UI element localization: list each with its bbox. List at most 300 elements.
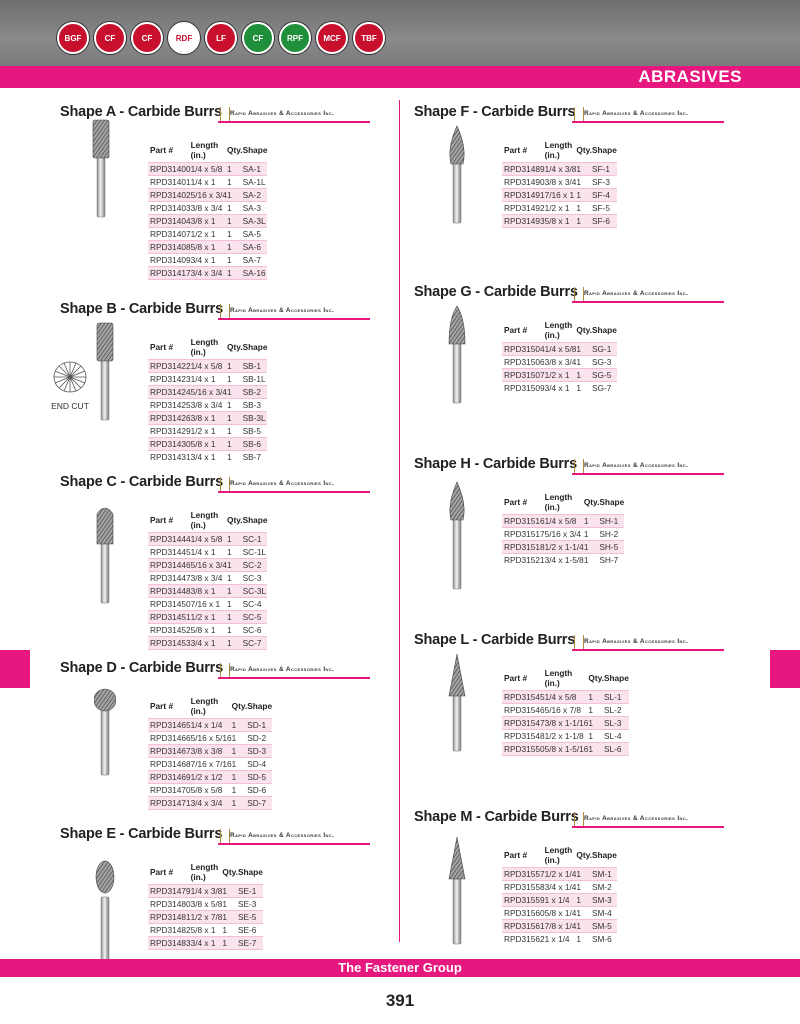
part-number: RPD31546 bbox=[504, 705, 545, 715]
brand-logo: Rapid Abrasives & Accessories Inc. bbox=[572, 462, 688, 476]
table-row bbox=[148, 360, 267, 373]
length: 3/4 x 3/4 bbox=[191, 797, 232, 810]
column-header: Qty. bbox=[231, 701, 248, 711]
column-header: Shape bbox=[603, 673, 629, 683]
shape-code: SG-3 bbox=[591, 357, 612, 367]
length: 5/8 x 1/4 bbox=[544, 908, 577, 918]
length: 1/2 x 1-1/4 bbox=[544, 542, 584, 552]
length: 5/8 x 1 bbox=[190, 925, 216, 935]
column-header: Shape bbox=[599, 497, 625, 507]
quantity: 1 bbox=[232, 745, 248, 758]
column-header: Qty. bbox=[227, 515, 243, 525]
length: 1/4 x 5/8 bbox=[545, 515, 584, 528]
shape-code: SB-1 bbox=[243, 360, 268, 373]
rpf-logo bbox=[279, 22, 311, 54]
quantity: 1 bbox=[231, 733, 237, 743]
table-row bbox=[502, 691, 629, 704]
column-header: Length (in.) bbox=[544, 668, 573, 688]
table-row bbox=[148, 241, 267, 254]
shape-code: SH-1 bbox=[599, 515, 624, 528]
part-number: RPD31493 bbox=[504, 216, 545, 226]
table-row bbox=[148, 911, 263, 924]
quantity: 1 bbox=[227, 625, 232, 635]
shape-code: SD-5 bbox=[247, 771, 272, 784]
table-header-row bbox=[148, 337, 267, 360]
section-title: Shape A - Carbide Burrs bbox=[60, 104, 222, 120]
shape-code: SF-1 bbox=[592, 163, 617, 176]
table-row bbox=[502, 189, 617, 202]
cf-logo-1 bbox=[94, 22, 126, 54]
table-row bbox=[148, 533, 267, 546]
quantity: 1 bbox=[584, 515, 600, 528]
table-row bbox=[502, 933, 617, 946]
quantity: 1 bbox=[576, 189, 592, 202]
length: 3/8 x 5/8 bbox=[190, 899, 223, 909]
table-row bbox=[502, 515, 624, 528]
length: 1/4 x 1 bbox=[190, 177, 216, 187]
table-row bbox=[148, 163, 267, 176]
table-row bbox=[148, 572, 267, 585]
table-row bbox=[148, 412, 267, 425]
quantity: 1 bbox=[227, 599, 232, 609]
table-row bbox=[148, 254, 267, 267]
parts-table bbox=[502, 845, 617, 946]
brand-logo: Rapid Abrasives & Accessories Inc. bbox=[572, 638, 688, 652]
end-cut-icon bbox=[50, 360, 90, 394]
parts-table bbox=[148, 862, 263, 950]
rdf-logo bbox=[168, 22, 200, 54]
quantity: 1 bbox=[227, 163, 243, 176]
part-number: RPD31417 bbox=[150, 268, 191, 278]
length: 1/2 x 1 bbox=[190, 426, 216, 436]
quantity: 1 bbox=[576, 215, 592, 228]
column-header: Length (in.) bbox=[190, 510, 219, 530]
shape-code: SM-1 bbox=[592, 868, 617, 881]
carbide-burr-image bbox=[94, 686, 116, 781]
table-row bbox=[148, 373, 267, 386]
column-header: Part # bbox=[504, 673, 528, 683]
table-row bbox=[502, 369, 617, 382]
table-row bbox=[148, 425, 267, 438]
part-number: RPD31430 bbox=[150, 439, 191, 449]
quantity: 1 bbox=[227, 400, 232, 410]
quantity: 1 bbox=[231, 759, 237, 769]
length: 1/2 x 7/8 bbox=[190, 912, 223, 922]
shape-code: SE-7 bbox=[238, 937, 263, 950]
length: 3/8 x 1 bbox=[191, 215, 227, 228]
length: 3/4 x 1/4 bbox=[544, 882, 577, 892]
column-header: Part # bbox=[150, 145, 174, 155]
part-number: RPD31467 bbox=[150, 746, 191, 756]
quantity: 1 bbox=[227, 386, 243, 399]
shape-code: SE-6 bbox=[237, 925, 257, 935]
table-row bbox=[148, 585, 267, 598]
length: 3/8 x 1 bbox=[191, 585, 227, 598]
quantity: 1 bbox=[227, 547, 232, 557]
part-number: RPD31545 bbox=[504, 692, 545, 702]
length: 1 x 1/4 bbox=[544, 934, 570, 945]
part-number: RPD31409 bbox=[150, 255, 191, 265]
table-header-row bbox=[502, 140, 617, 163]
column-header: Shape bbox=[591, 850, 617, 860]
table-row bbox=[148, 202, 267, 215]
table-row bbox=[148, 189, 267, 202]
carbide-burr-image bbox=[446, 480, 468, 595]
shape-code: SB-3 bbox=[242, 400, 262, 410]
length: 3/8 x 1-1/16 bbox=[544, 718, 589, 728]
quantity: 1 bbox=[227, 452, 232, 463]
part-number: RPD31561 bbox=[504, 921, 545, 931]
quantity: 1 bbox=[576, 920, 592, 933]
quantity: 1 bbox=[222, 937, 238, 950]
part-number: RPD31450 bbox=[150, 599, 191, 609]
quantity: 1 bbox=[588, 743, 604, 756]
shape-code: SL-6 bbox=[604, 743, 629, 756]
column-header: Qty. bbox=[588, 673, 604, 683]
shape-code: SM-3 bbox=[592, 894, 617, 907]
part-number: RPD31429 bbox=[150, 426, 191, 436]
carbide-burr-image bbox=[446, 124, 468, 229]
quantity: 1 bbox=[576, 868, 592, 881]
table-row bbox=[502, 202, 617, 215]
part-number: RPD31426 bbox=[150, 413, 191, 423]
section-title: Shape D - Carbide Burrs bbox=[60, 660, 223, 676]
column-header: Shape bbox=[237, 867, 263, 877]
part-number: RPD31403 bbox=[150, 203, 191, 213]
part-number: RPD31521 bbox=[504, 555, 545, 566]
brand-logo: Rapid Abrasives & Accessories Inc. bbox=[218, 307, 334, 321]
table-row bbox=[148, 598, 267, 611]
end-cut-illustration bbox=[40, 360, 100, 411]
shape-code: SC-3 bbox=[242, 573, 262, 583]
quantity: 1 bbox=[583, 529, 589, 539]
section-title: Shape B - Carbide Burrs bbox=[60, 301, 223, 317]
quantity: 1 bbox=[576, 383, 582, 394]
brand-logo: Rapid Abrasives & Accessories Inc. bbox=[572, 110, 688, 124]
length: 3/4 x 1 bbox=[190, 452, 216, 463]
shape-code: SH-2 bbox=[599, 529, 619, 539]
quantity: 1 bbox=[227, 533, 243, 546]
length: 7/16 x 1 bbox=[190, 599, 221, 609]
length: 3/8 x 3/4 bbox=[190, 400, 223, 410]
shape-code: SM-5 bbox=[592, 920, 617, 933]
shape-code: SB-3L bbox=[242, 413, 266, 423]
table-header-row bbox=[502, 668, 629, 691]
part-number: RPD31489 bbox=[504, 164, 545, 174]
part-number: RPD31560 bbox=[504, 908, 545, 918]
part-number: RPD31424 bbox=[150, 387, 191, 397]
quantity: 1 bbox=[576, 177, 582, 187]
part-number: RPD31465 bbox=[150, 720, 191, 730]
column-header: Part # bbox=[150, 515, 174, 525]
part-number: RPD31400 bbox=[150, 164, 191, 174]
cf-logo-2-text: CF bbox=[141, 33, 153, 43]
part-number: RPD31516 bbox=[504, 516, 545, 526]
parts-table bbox=[502, 320, 617, 395]
footer-bar bbox=[0, 959, 800, 977]
side-tab-right bbox=[770, 650, 800, 688]
shape-code: SC-6 bbox=[242, 625, 262, 635]
parts-table bbox=[148, 337, 267, 464]
quantity: 1 bbox=[588, 717, 604, 730]
shape-code: SG-7 bbox=[591, 383, 612, 394]
length: 3/4 x 3/4 bbox=[191, 267, 227, 280]
part-number: RPD31466 bbox=[150, 733, 191, 743]
quantity: 1 bbox=[227, 412, 243, 425]
table-row bbox=[148, 546, 267, 559]
quantity: 1 bbox=[222, 925, 228, 935]
length: 3/8 x 1 bbox=[191, 412, 227, 425]
part-number: RPD31471 bbox=[150, 798, 191, 808]
part-number: RPD31448 bbox=[150, 586, 191, 596]
cf-logo-2 bbox=[131, 22, 163, 54]
shape-code: SC-1L bbox=[242, 547, 267, 557]
shape-code: SA-6 bbox=[243, 241, 268, 254]
length: 1/2 x 1 bbox=[191, 611, 227, 624]
length: 3/4 x 1 bbox=[544, 383, 570, 394]
side-tab-left bbox=[0, 650, 30, 688]
column-header: Part # bbox=[504, 850, 528, 860]
category-title: ABRASIVES bbox=[638, 67, 742, 86]
quantity: 1 bbox=[227, 438, 243, 451]
table-row bbox=[502, 704, 629, 717]
quantity: 1 bbox=[227, 360, 243, 373]
table-row bbox=[502, 356, 617, 369]
quantity: 1 bbox=[576, 934, 582, 945]
length: 1/4 x 5/8 bbox=[191, 533, 227, 546]
length: 5/16 x 7/8 bbox=[544, 705, 582, 715]
section-title: Shape C - Carbide Burrs bbox=[60, 474, 223, 490]
length: 5/8 x 1 bbox=[191, 438, 227, 451]
mcf-logo-text: MCF bbox=[323, 33, 341, 43]
quantity: 1 bbox=[583, 555, 589, 566]
length: 5/16 x 3/4 bbox=[190, 387, 228, 397]
table-row bbox=[502, 163, 617, 176]
length: 5/16 x 3/4 bbox=[190, 560, 228, 570]
table-row bbox=[148, 937, 263, 950]
column-header: Length (in.) bbox=[190, 337, 219, 357]
length: 1/4 x 5/8 bbox=[545, 691, 589, 704]
part-number: RPD31504 bbox=[504, 344, 545, 354]
rdf-logo-text: RDF bbox=[175, 33, 193, 43]
shape-code: SD-3 bbox=[247, 745, 272, 758]
length: 1 x 1/4 bbox=[545, 894, 577, 907]
column-header: Part # bbox=[504, 497, 528, 507]
quantity: 1 bbox=[227, 267, 243, 280]
part-number: RPD31490 bbox=[504, 177, 545, 187]
rpf-logo-text: RPF bbox=[287, 33, 303, 43]
column-header: Shape bbox=[591, 325, 617, 335]
table-row bbox=[148, 559, 267, 572]
table-row bbox=[148, 745, 272, 758]
column-header: Qty. bbox=[583, 497, 600, 507]
quantity: 1 bbox=[227, 215, 243, 228]
parts-table bbox=[502, 492, 624, 567]
brand-logo: Rapid Abrasives & Accessories Inc. bbox=[572, 815, 688, 829]
column-header: Part # bbox=[150, 342, 174, 352]
column-header: Length (in.) bbox=[544, 320, 573, 340]
shape-code: SA-3L bbox=[242, 216, 266, 226]
quantity: 1 bbox=[227, 559, 243, 572]
brand-logo: Rapid Abrasives & Accessories Inc. bbox=[218, 480, 334, 494]
table-row bbox=[148, 399, 267, 412]
quantity: 1 bbox=[576, 357, 582, 367]
quantity: 1 bbox=[227, 229, 232, 239]
length: 1/4 x 1 bbox=[190, 547, 216, 557]
table-row bbox=[148, 624, 267, 637]
quantity: 1 bbox=[227, 374, 232, 384]
length: 1/2 x 1 bbox=[545, 369, 577, 382]
part-number: RPD31559 bbox=[504, 895, 545, 905]
end-cut-label: END CUT bbox=[51, 401, 89, 411]
bgf-logo-text: BGF bbox=[64, 33, 82, 43]
shape-code: SH-5 bbox=[599, 541, 624, 554]
quantity: 1 bbox=[227, 189, 243, 202]
table-row bbox=[502, 868, 617, 881]
shape-code: SF-4 bbox=[592, 189, 617, 202]
parts-table bbox=[148, 140, 267, 280]
table-row bbox=[502, 717, 629, 730]
shape-code: SA-3 bbox=[242, 203, 262, 213]
length: 3/4 x 1 bbox=[191, 937, 223, 950]
shape-code: SA-5 bbox=[242, 229, 262, 239]
column-header: Length (in.) bbox=[190, 696, 219, 716]
shape-code: SB-2 bbox=[243, 386, 268, 399]
column-header: Qty. bbox=[222, 867, 238, 877]
part-number: RPD31468 bbox=[150, 759, 191, 769]
length: 1/4 x 5/8 bbox=[191, 163, 227, 176]
length: 7/16 x 1 bbox=[545, 189, 577, 202]
category-bar bbox=[0, 66, 800, 88]
table-row bbox=[502, 730, 629, 743]
length: 3/8 x 3/4 bbox=[190, 203, 223, 213]
table-row bbox=[502, 554, 624, 567]
quantity: 1 bbox=[588, 705, 594, 715]
table-row bbox=[148, 386, 267, 399]
column-header: Part # bbox=[504, 145, 528, 155]
table-row bbox=[148, 924, 263, 937]
length: 3/8 x 3/8 bbox=[191, 745, 232, 758]
column-header: Shape bbox=[247, 701, 273, 711]
quantity: 1 bbox=[222, 899, 228, 909]
shape-code: SC-5 bbox=[243, 611, 268, 624]
part-number: RPD31453 bbox=[150, 638, 191, 648]
part-number: RPD31507 bbox=[504, 370, 545, 380]
quantity: 1 bbox=[227, 203, 232, 213]
cf-logo-1-text: CF bbox=[104, 33, 116, 43]
column-header: Shape bbox=[242, 145, 268, 155]
table-row bbox=[148, 758, 272, 771]
brand-logos bbox=[57, 22, 385, 54]
part-number: RPD31451 bbox=[150, 612, 191, 622]
length: 5/16 x 3/4 bbox=[544, 529, 582, 539]
shape-code: SC-1 bbox=[243, 533, 268, 546]
part-number: RPD31481 bbox=[150, 912, 191, 922]
carbide-burr-image bbox=[446, 652, 468, 757]
section-title: Shape H - Carbide Burrs bbox=[414, 456, 577, 472]
column-header: Part # bbox=[150, 867, 174, 877]
table-row bbox=[502, 881, 617, 894]
quantity: 1 bbox=[227, 255, 232, 265]
quantity: 1 bbox=[584, 541, 600, 554]
part-number: RPD31402 bbox=[150, 190, 191, 200]
shape-code: SB-5 bbox=[242, 426, 262, 436]
part-number: RPD31558 bbox=[504, 882, 545, 892]
table-row bbox=[148, 771, 272, 784]
shape-code: SC-7 bbox=[243, 637, 268, 650]
table-row bbox=[148, 637, 267, 650]
quantity: 1 bbox=[588, 731, 594, 741]
shape-code: SH-7 bbox=[599, 555, 619, 566]
tbf-logo-text: TBF bbox=[361, 33, 377, 43]
section-title: Shape L - Carbide Burrs bbox=[414, 632, 576, 648]
quantity: 1 bbox=[227, 637, 243, 650]
length: 3/4 x 1 bbox=[191, 637, 227, 650]
part-number: RPD31469 bbox=[150, 772, 191, 782]
shape-code: SL-3 bbox=[604, 717, 629, 730]
length: 5/8 x 1 bbox=[191, 241, 227, 254]
length: 3/8 x 3/4 bbox=[544, 177, 577, 187]
table-row bbox=[148, 267, 267, 280]
column-header: Part # bbox=[150, 701, 174, 711]
brand-logo: Rapid Abrasives & Accessories Inc. bbox=[572, 290, 688, 304]
shape-code: SL-1 bbox=[604, 691, 629, 704]
length: 5/8 x 1 bbox=[545, 215, 577, 228]
length: 5/8 x 5/8 bbox=[190, 785, 223, 795]
length: 3/4 x 1 bbox=[190, 255, 216, 265]
column-divider bbox=[399, 100, 400, 942]
length: 3/8 x 3/4 bbox=[544, 357, 577, 367]
column-header: Qty. bbox=[227, 145, 243, 155]
shape-code: SF-6 bbox=[592, 215, 617, 228]
cf-logo-3-text: CF bbox=[252, 33, 264, 43]
footer-company: The Fastener Group bbox=[338, 960, 462, 975]
quantity: 1 bbox=[576, 882, 582, 892]
quantity: 1 bbox=[576, 369, 592, 382]
column-header: Length (in.) bbox=[190, 862, 219, 882]
parts-table bbox=[148, 510, 267, 650]
quantity: 1 bbox=[232, 797, 248, 810]
length: 7/8 x 1/4 bbox=[544, 921, 577, 931]
length: 1/4 x 1 bbox=[190, 374, 216, 384]
quantity: 1 bbox=[576, 908, 582, 918]
length: 5/8 x 1-5/16 bbox=[544, 744, 589, 754]
shape-code: SG-1 bbox=[592, 343, 617, 356]
part-number: RPD31423 bbox=[150, 374, 191, 384]
shape-code: SA-7 bbox=[242, 255, 262, 265]
shape-code: SG-5 bbox=[592, 369, 617, 382]
quantity: 1 bbox=[227, 585, 243, 598]
table-header-row bbox=[502, 492, 624, 515]
column-header: Length (in.) bbox=[544, 845, 573, 865]
carbide-burr-image bbox=[94, 504, 116, 609]
shape-code: SD-6 bbox=[247, 785, 267, 795]
cf-logo-3 bbox=[242, 22, 274, 54]
section-title: Shape M - Carbide Burrs bbox=[414, 809, 579, 825]
column-header: Qty. bbox=[576, 145, 592, 155]
part-number: RPD31422 bbox=[150, 361, 191, 371]
part-number: RPD31404 bbox=[150, 216, 191, 226]
shape-code: SA-1L bbox=[242, 177, 266, 187]
length: 3/8 x 3/4 bbox=[190, 573, 223, 583]
carbide-burr-image bbox=[94, 859, 116, 974]
bgf-logo bbox=[57, 22, 89, 54]
header-bar bbox=[0, 0, 800, 66]
quantity: 1 bbox=[576, 894, 592, 907]
table-row bbox=[148, 885, 263, 898]
column-header: Length (in.) bbox=[544, 492, 573, 512]
length: 5/16 x 3/4 bbox=[190, 190, 228, 200]
